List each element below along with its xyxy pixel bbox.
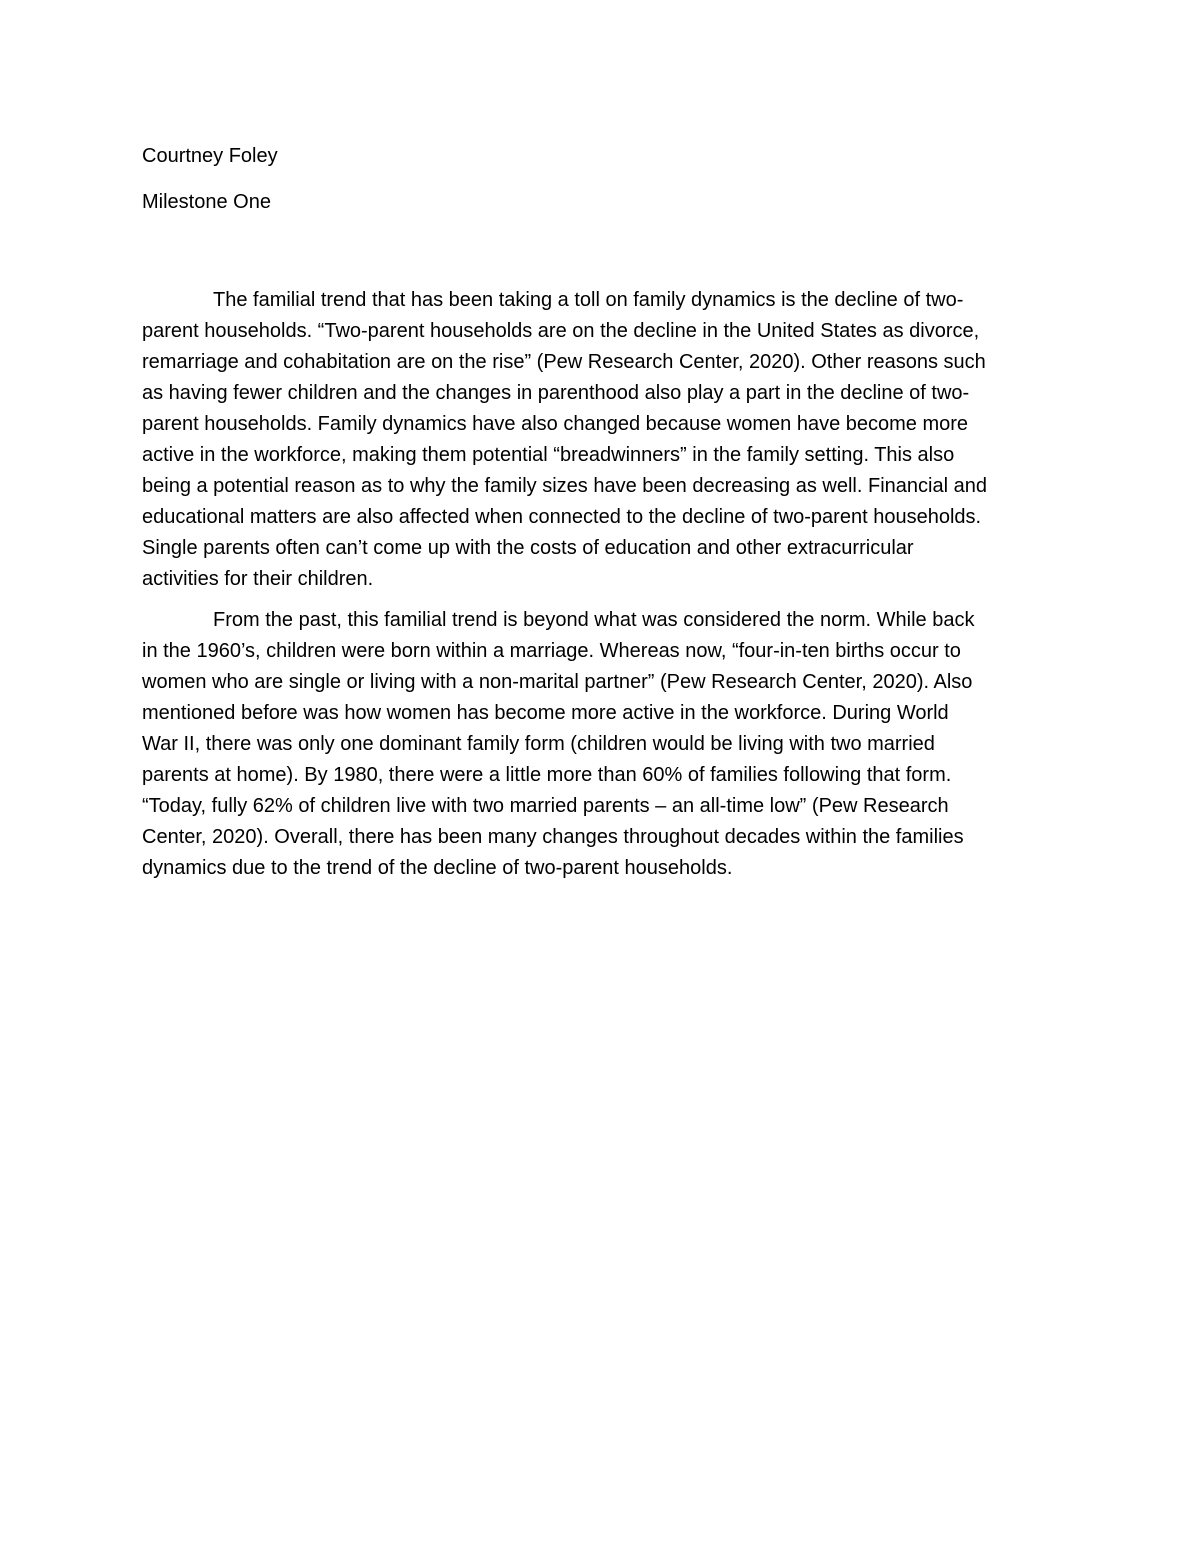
author-name: Courtney Foley (142, 145, 278, 167)
paragraph-line: War II, there was only one dominant family form (children would be living with two married (142, 733, 935, 755)
paragraph-line: active in the workforce, making them potential “breadwinners” in the family setting. This also (142, 444, 955, 466)
paragraph-line: dynamics due to the trend of the decline of two-parent households. (142, 857, 733, 879)
paragraph-line: activities for their children. (142, 568, 374, 590)
paragraph-line: parent households. “Two-parent households are on the decline in the United States as divorce, (142, 320, 980, 342)
paragraph-line: The familial trend that has been taking a toll on family dynamics is the decline of two- (213, 289, 964, 311)
paragraph-line: Center, 2020). Overall, there has been many changes throughout decades within the families (142, 826, 964, 848)
paragraph-1 (142, 285, 1058, 595)
paragraph-line: From the past, this familial trend is beyond what was considered the norm. While back (213, 609, 975, 631)
paragraph-line: mentioned before was how women has become more active in the workforce. During World (142, 702, 949, 724)
paragraph-line: in the 1960’s, children were born within a marriage. Whereas now, “four-in-ten births occur to (142, 640, 961, 662)
paragraph-line: parent households. Family dynamics have also changed because women have become more (142, 413, 969, 435)
paragraph-line: women who are single or living with a non-marital partner” (Pew Research Center, 2020). Also (142, 671, 973, 693)
paragraph-line: parents at home). By 1980, there were a little more than 60% of families following that form. (142, 764, 952, 786)
paragraph-line: educational matters are also affected when connected to the decline of two-parent households. (142, 506, 982, 528)
paragraph-line: remarriage and cohabitation are on the rise” (Pew Research Center, 2020). Other reasons such (142, 351, 986, 373)
paragraph-line: “Today, fully 62% of children live with two married parents – an all-time low” (Pew Research (142, 795, 949, 817)
paragraph-2 (142, 605, 1058, 884)
paragraph-line: being a potential reason as to why the family sizes have been decreasing as well. Financial and (142, 475, 987, 497)
paragraph-line: Single parents often can’t come up with the costs of education and other extracurricular (142, 537, 914, 559)
assignment-title: Milestone One (142, 191, 271, 213)
paragraph-line: as having fewer children and the changes in parenthood also play a part in the decline of two- (142, 382, 970, 404)
essay-body (142, 285, 1058, 894)
